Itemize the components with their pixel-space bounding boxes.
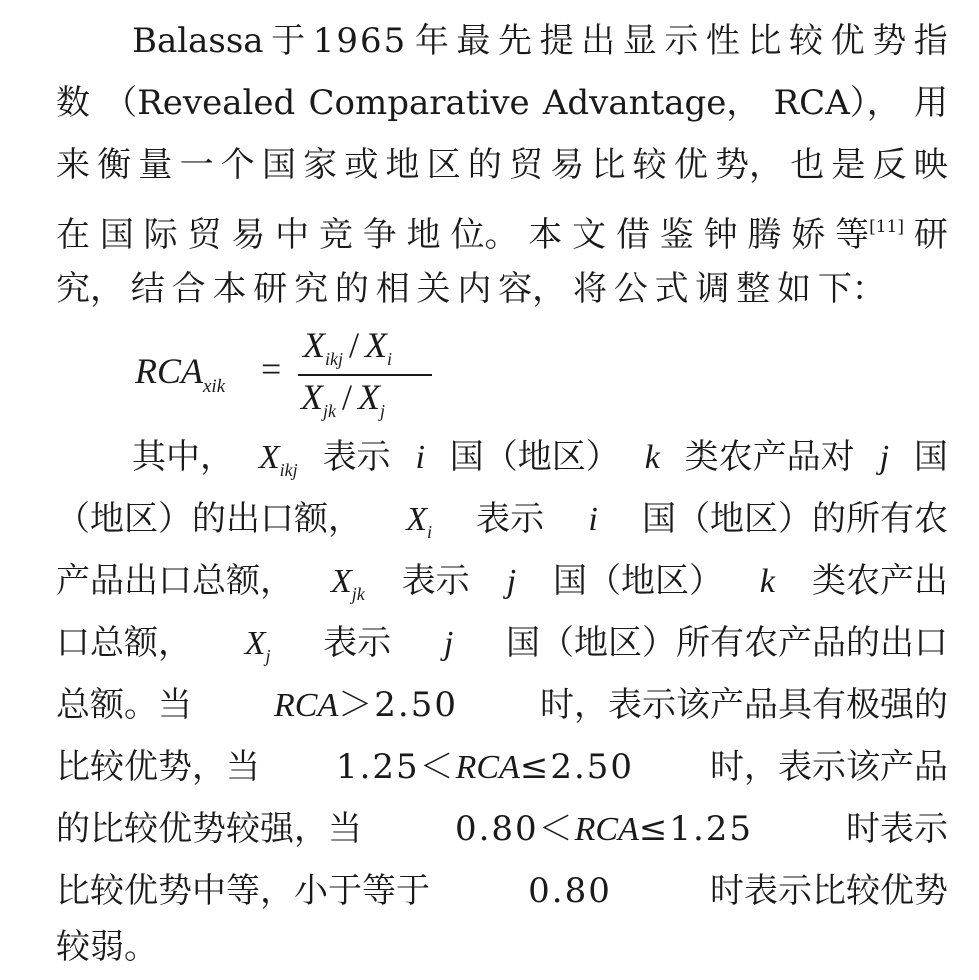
text-run: 用 [913, 83, 948, 123]
math-sub: jk [351, 584, 365, 604]
text-run: 在 [56, 215, 90, 255]
formula-lhs-sub: xik [203, 376, 226, 397]
math-var: k [759, 563, 776, 600]
text-run: 究， [56, 269, 124, 309]
text-run: 地 [385, 145, 420, 185]
text-run: 腾 [747, 215, 782, 255]
text-run: 贸 [187, 215, 222, 255]
math-sub: ikj [279, 460, 298, 480]
text-run: 总额。当 [56, 685, 192, 725]
text-run: 的 [467, 145, 502, 185]
text-run: 数 [56, 83, 90, 123]
text-run: 年 [414, 21, 449, 61]
text-run: 表示 [322, 437, 391, 477]
text-run: 本 [528, 215, 563, 255]
formula-slash: / [349, 325, 360, 365]
text-run: 0.80＜ [454, 809, 575, 849]
text-run: 映 [913, 145, 948, 185]
text-run: 来 [56, 145, 90, 185]
paragraph2-line2 [56, 488, 948, 550]
text-run: 钟 [703, 215, 738, 255]
text-run: ＞2.50 [338, 685, 458, 725]
text-run: 国（地区）的所有农 [642, 499, 948, 539]
formula-sub: j [380, 401, 386, 421]
paragraph2-line3 [56, 550, 948, 612]
text-run: 际 [143, 215, 178, 255]
text-run: 较 [632, 145, 667, 185]
citation-reference[interactable]: [11] [869, 217, 904, 237]
text-run: 时，表示该产品具有极强的 [539, 685, 948, 725]
paragraph2-line6 [56, 736, 948, 798]
paragraph1-line5 [56, 258, 886, 320]
paragraph1-line2 [56, 72, 948, 134]
text-run: 贸 [509, 145, 544, 185]
text-run: Balassa [132, 21, 264, 61]
text-run: 公 [613, 269, 648, 309]
text-run: Comparative [308, 83, 530, 123]
text-run: 表示 [401, 561, 470, 601]
formula-lhs [135, 350, 225, 398]
text-run: 性 [705, 21, 740, 61]
text-run: 一 [179, 145, 214, 185]
text-run: 调 [695, 269, 730, 309]
text-run: 0.80 [528, 871, 612, 911]
math-var: RCA [274, 687, 339, 724]
text-run: 时表示 [846, 809, 948, 849]
text-run: 比较优势，当 [56, 747, 260, 787]
math-var: i [588, 501, 598, 538]
formula-var: X [301, 377, 323, 417]
text-run: 研 [913, 215, 948, 255]
rca-formula [135, 322, 455, 422]
text-run: 国（地区）所有农产品的出口 [506, 623, 948, 663]
text-run: 表示 [476, 499, 545, 539]
text-run: 1965 [312, 21, 408, 61]
text-run: ≤1.25 [638, 809, 754, 849]
math-var: X [406, 501, 427, 538]
text-run: 国（地区） [552, 561, 723, 601]
text-run: 国 [913, 437, 948, 477]
text-run: 整 [736, 269, 771, 309]
text-run: （Revealed [103, 83, 296, 123]
text-run: 的比较优势较强，当 [56, 809, 362, 849]
text-run: 内 [457, 269, 492, 309]
text-run: 产品出口总额， [56, 561, 294, 601]
text-run [455, 798, 753, 861]
text-run: 较 [789, 21, 824, 61]
text-run: 是 [831, 145, 866, 185]
text-run: 相 [375, 269, 410, 309]
text-run: 研 [253, 269, 288, 309]
paragraph2-line4 [56, 612, 948, 674]
text-run: 优 [830, 21, 865, 61]
text-run: 式 [654, 269, 689, 309]
text-run: 表示 [323, 623, 392, 663]
formula-denominator [301, 376, 385, 422]
text-run: 比 [747, 21, 782, 61]
text-run: 较弱。 [56, 927, 158, 967]
text-run: 如 [777, 269, 811, 309]
text-run [336, 736, 634, 799]
formula-lhs-var: RCA [135, 351, 203, 391]
formula-var: X [303, 325, 325, 365]
text-run: 的 [334, 269, 369, 309]
text-run: 文 [572, 215, 607, 255]
text-run: 时表示比较优势 [709, 871, 948, 911]
paragraph2-line9 [56, 916, 948, 978]
math-var: RCA [574, 811, 639, 848]
text-run: 优 [673, 145, 708, 185]
text-run: Advantage， [542, 83, 761, 123]
text-run: 容， [498, 269, 567, 309]
math-var: X [330, 563, 352, 600]
text-run: 比较优势中等，小于等于 [56, 871, 430, 911]
math-var: X [258, 439, 280, 476]
math-var: j [443, 625, 454, 662]
formula-numerator [303, 324, 392, 370]
text-run: 指 [913, 21, 948, 61]
formula-sub: i [387, 349, 393, 369]
formula-var: X [365, 325, 388, 365]
paragraph1-line4 [56, 196, 948, 258]
text-run: 关 [416, 269, 451, 309]
text-run: 其中， [132, 437, 234, 477]
text-run: 国 [261, 145, 296, 185]
paragraph2-line7 [56, 798, 948, 860]
text-run: 反 [872, 145, 907, 185]
math-var: k [644, 439, 660, 476]
text-run: 比 [591, 145, 626, 185]
text-run [835, 196, 904, 266]
text-run: ≤2.50 [519, 747, 635, 787]
text-run: 势， [715, 145, 783, 185]
text-run [274, 674, 458, 737]
formula-var: X [358, 377, 381, 417]
text-run: 于 [271, 21, 306, 61]
text-run: 合 [171, 269, 206, 309]
math-var: j [506, 563, 517, 600]
formula-sub: ikj [325, 349, 343, 369]
text-run: 位。 [450, 215, 519, 255]
text-run: 究 [294, 269, 329, 309]
text-run: 中 [275, 215, 310, 255]
text-run: 提 [539, 21, 574, 61]
math-var: j [879, 439, 890, 476]
formula-slash: / [342, 377, 353, 417]
text-run: 下： [817, 269, 886, 309]
text-run: 时，表示该产品 [710, 747, 948, 787]
text-run: 示 [664, 21, 699, 61]
text-run: 势 [872, 21, 907, 61]
text-run: 国 [99, 215, 134, 255]
text-run: 显 [622, 21, 657, 61]
text-run: 先 [498, 21, 532, 61]
text-run: 争 [362, 215, 397, 255]
math-sub: j [265, 646, 271, 666]
text-run: 易 [231, 215, 266, 255]
text-run: 等 [835, 215, 870, 255]
text-run: 出 [581, 21, 616, 61]
text-run: 也 [790, 145, 825, 185]
text-run: 最 [456, 21, 491, 61]
text-run: RCA）， [773, 83, 901, 123]
text-run: 家 [303, 145, 338, 185]
formula-equals: = [261, 349, 282, 389]
text-run: 易 [550, 145, 585, 185]
text-run: 娇 [791, 215, 826, 255]
paragraph2-line5 [56, 674, 948, 736]
text-run: 鉴 [659, 215, 694, 255]
text-run: 衡 [97, 145, 132, 185]
formula-sub: jk [323, 401, 336, 421]
text-run: 将 [572, 269, 607, 309]
math-sub: i [426, 522, 432, 542]
text-run: 结 [130, 269, 165, 309]
text-run: 区 [426, 145, 461, 185]
text-run: （地区）的出口额， [56, 499, 362, 539]
paragraph1-line1 [132, 10, 948, 72]
text-run: 竞 [318, 215, 353, 255]
text-run: 1.25＜ [335, 747, 456, 787]
text-run: 类农产品对 [684, 437, 855, 477]
math-var: RCA [455, 749, 520, 786]
text-run: 本 [212, 269, 247, 309]
math-var: i [415, 439, 425, 476]
paragraph2-line8 [56, 860, 948, 922]
text-run: 口总额， [56, 623, 192, 663]
text-run: 量 [138, 145, 173, 185]
text-run: 类农产出 [811, 561, 948, 601]
text-run: 或 [344, 145, 379, 185]
text-run: 国（地区） [449, 437, 620, 477]
text-run: 个 [220, 145, 255, 185]
text-run: 借 [615, 215, 650, 255]
text-run: 地 [406, 215, 441, 255]
paragraph1-line3 [56, 134, 948, 196]
math-var: X [244, 625, 266, 662]
paragraph2-line1 [132, 426, 948, 488]
